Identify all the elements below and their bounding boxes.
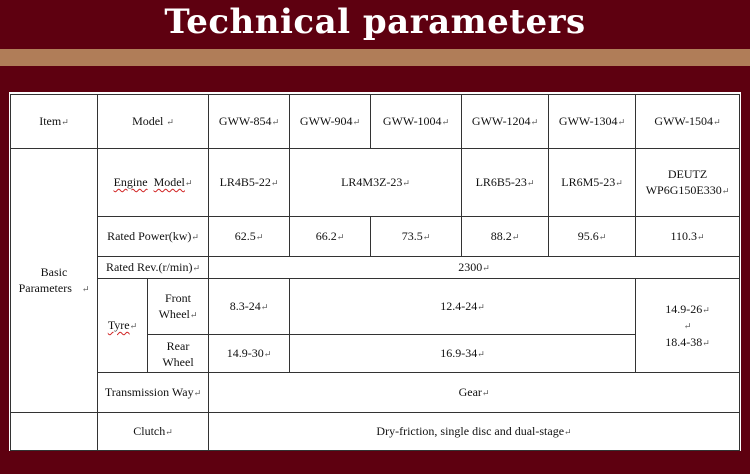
table-row-rated-power (11, 217, 740, 257)
engine-model-value-1: LR4B5-22↵ (209, 149, 290, 217)
engine-model-value-2: LR4M3Z-23↵ (290, 149, 462, 217)
front-wheel-value-2: 12.4-24↵ (290, 279, 636, 335)
transmission-value-cell: Gear↵ (209, 373, 740, 413)
model-cell-gww-1004: GWW-1004↵ (371, 95, 462, 149)
rated-power-value-6: 110.3↵ (636, 217, 740, 257)
engine-model-value-3: LR6B5-23↵ (462, 149, 549, 217)
table-row-clutch (11, 413, 740, 451)
model-cell-gww-1304: GWW-1304↵ (549, 95, 636, 149)
front-wheel-value-1: 8.3-24↵ (209, 279, 290, 335)
clutch-blank-cell (11, 413, 98, 451)
table-row-tyre-front (11, 279, 740, 335)
model-cell-gww-854: GWW-854↵ (209, 95, 290, 149)
page-title: Technical parameters (164, 2, 586, 42)
table-row-header (11, 95, 740, 149)
rated-power-label-cell: Rated Power(kw)↵ (98, 217, 209, 257)
tyre-label-cell: Tyre↵ (98, 279, 148, 373)
basic-parameters-cell: Basic Parameters ↵ (11, 149, 98, 413)
rated-rev-label-cell: Rated Rev.(r/min)↵ (98, 257, 209, 279)
table-row-transmission (11, 373, 740, 413)
item-header-cell: Item↵ (11, 95, 98, 149)
rated-power-value-1: 62.5↵ (209, 217, 290, 257)
rated-rev-value-cell: 2300↵ (209, 257, 740, 279)
model-cell-gww-1504: GWW-1504↵ (636, 95, 740, 149)
clutch-value-cell: Dry-friction, single disc and dual-stage↵ (209, 413, 740, 451)
rear-wheel-label-cell: Rear Wheel (148, 335, 209, 373)
rated-power-value-3: 73.5↵ (371, 217, 462, 257)
engine-model-label-cell: Engine Model↵ (98, 149, 209, 217)
engine-model-value-4: LR6M5-23↵ (549, 149, 636, 217)
clutch-label-cell: Clutch↵ (98, 413, 209, 451)
rear-wheel-value-1: 14.9-30↵ (209, 335, 290, 373)
model-header-cell: Model ↵ (98, 95, 209, 149)
model-cell-gww-1204: GWW-1204↵ (462, 95, 549, 149)
engine-model-value-5: DEUTZ WP6G150E330↵ (636, 149, 740, 217)
rear-wheel-value-2: 16.9-34↵ (290, 335, 636, 373)
tyre-value-gww-1504: 14.9-26↵ ↵ 18.4-38↵ (636, 279, 740, 373)
rated-power-value-5: 95.6↵ (549, 217, 636, 257)
rated-power-value-2: 66.2↵ (290, 217, 371, 257)
transmission-label-cell: Transmission Way↵ (98, 373, 209, 413)
table-row-rated-rev (11, 257, 740, 279)
title-underline-band (0, 49, 750, 66)
table-row-engine-model (11, 149, 740, 217)
rated-power-value-4: 88.2↵ (462, 217, 549, 257)
model-cell-gww-904: GWW-904↵ (290, 95, 371, 149)
technical-parameters-table (10, 94, 740, 451)
front-wheel-label-cell: Front Wheel↵ (148, 279, 209, 335)
